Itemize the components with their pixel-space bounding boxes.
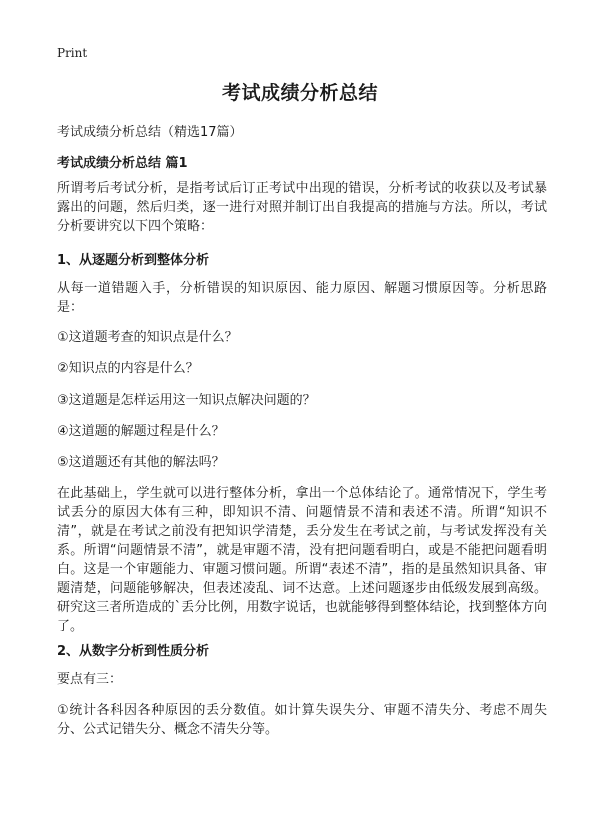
section-2-point-1: ①统计各科因各种原因的丢分数值。如计算失误失分、审题不清失分、考虑不周失分、公式记错失分、概念不清失分等。 <box>57 703 547 737</box>
question-5: ⑤这道题还有其他的解法吗？ <box>57 455 225 470</box>
intro-paragraph: 所谓考后考试分析，是指考试后订正考试中出现的错误，分析考试的收获以及考试暴露出的问题，然后归类，逐一进行对照并制订出自我提高的措施与方法。所以，考试分析要讲究以下四个策略： <box>57 181 547 234</box>
question-1: ①这道题考查的知识点是什么？ <box>57 330 238 345</box>
question-2: ②知识点的内容是什么？ <box>57 361 199 376</box>
question-4: ④这道题的解题过程是什么？ <box>57 424 225 439</box>
section-2-intro: 要点有三： <box>57 672 123 687</box>
section-1-intro: 从每一道错题入手，分析错误的知识原因、能力原因、解题习惯原因等。分析思路是： <box>57 281 547 315</box>
question-3: ③这道题是怎样运用这一知识点解决问题的？ <box>57 393 316 408</box>
document-title: 考试成绩分析总结 <box>221 82 378 104</box>
print-label: Print <box>57 46 88 60</box>
document-subtitle: 考试成绩分析总结（精选17篇） <box>57 125 243 140</box>
part-heading: 考试成绩分析总结 篇1 <box>57 156 188 171</box>
section-2-title: 2、从数字分析到性质分析 <box>57 644 210 659</box>
section-1-body: 在此基础上，学生就可以进行整体分析，拿出一个总体结论了。通常情况下，学生考试丢分的原因大体有三种，即知识不清、问题情景不清和表述不清。所谓“知识不清”，就是在考试之前没有把知识学清楚，丢分发生在考试之前，与考试发挥没有关系。所谓“问题情景不清”，就是审题不清，没有把问题看明白，或是不能把问题看明白。这是一个审题能力、审题习惯问题。所谓“表述不清”，指的是虽然知识具备、审题清楚，问题能够解决，但表述凌乱、词不达意。上述问题逐步由低级发展到高级。研究这三者所造成的`丢分比例，用数字说话，也就能够得到整体结论，找到整体方向了。 <box>57 486 547 634</box>
section-1-title: 1、从逐题分析到整体分析 <box>57 253 210 268</box>
